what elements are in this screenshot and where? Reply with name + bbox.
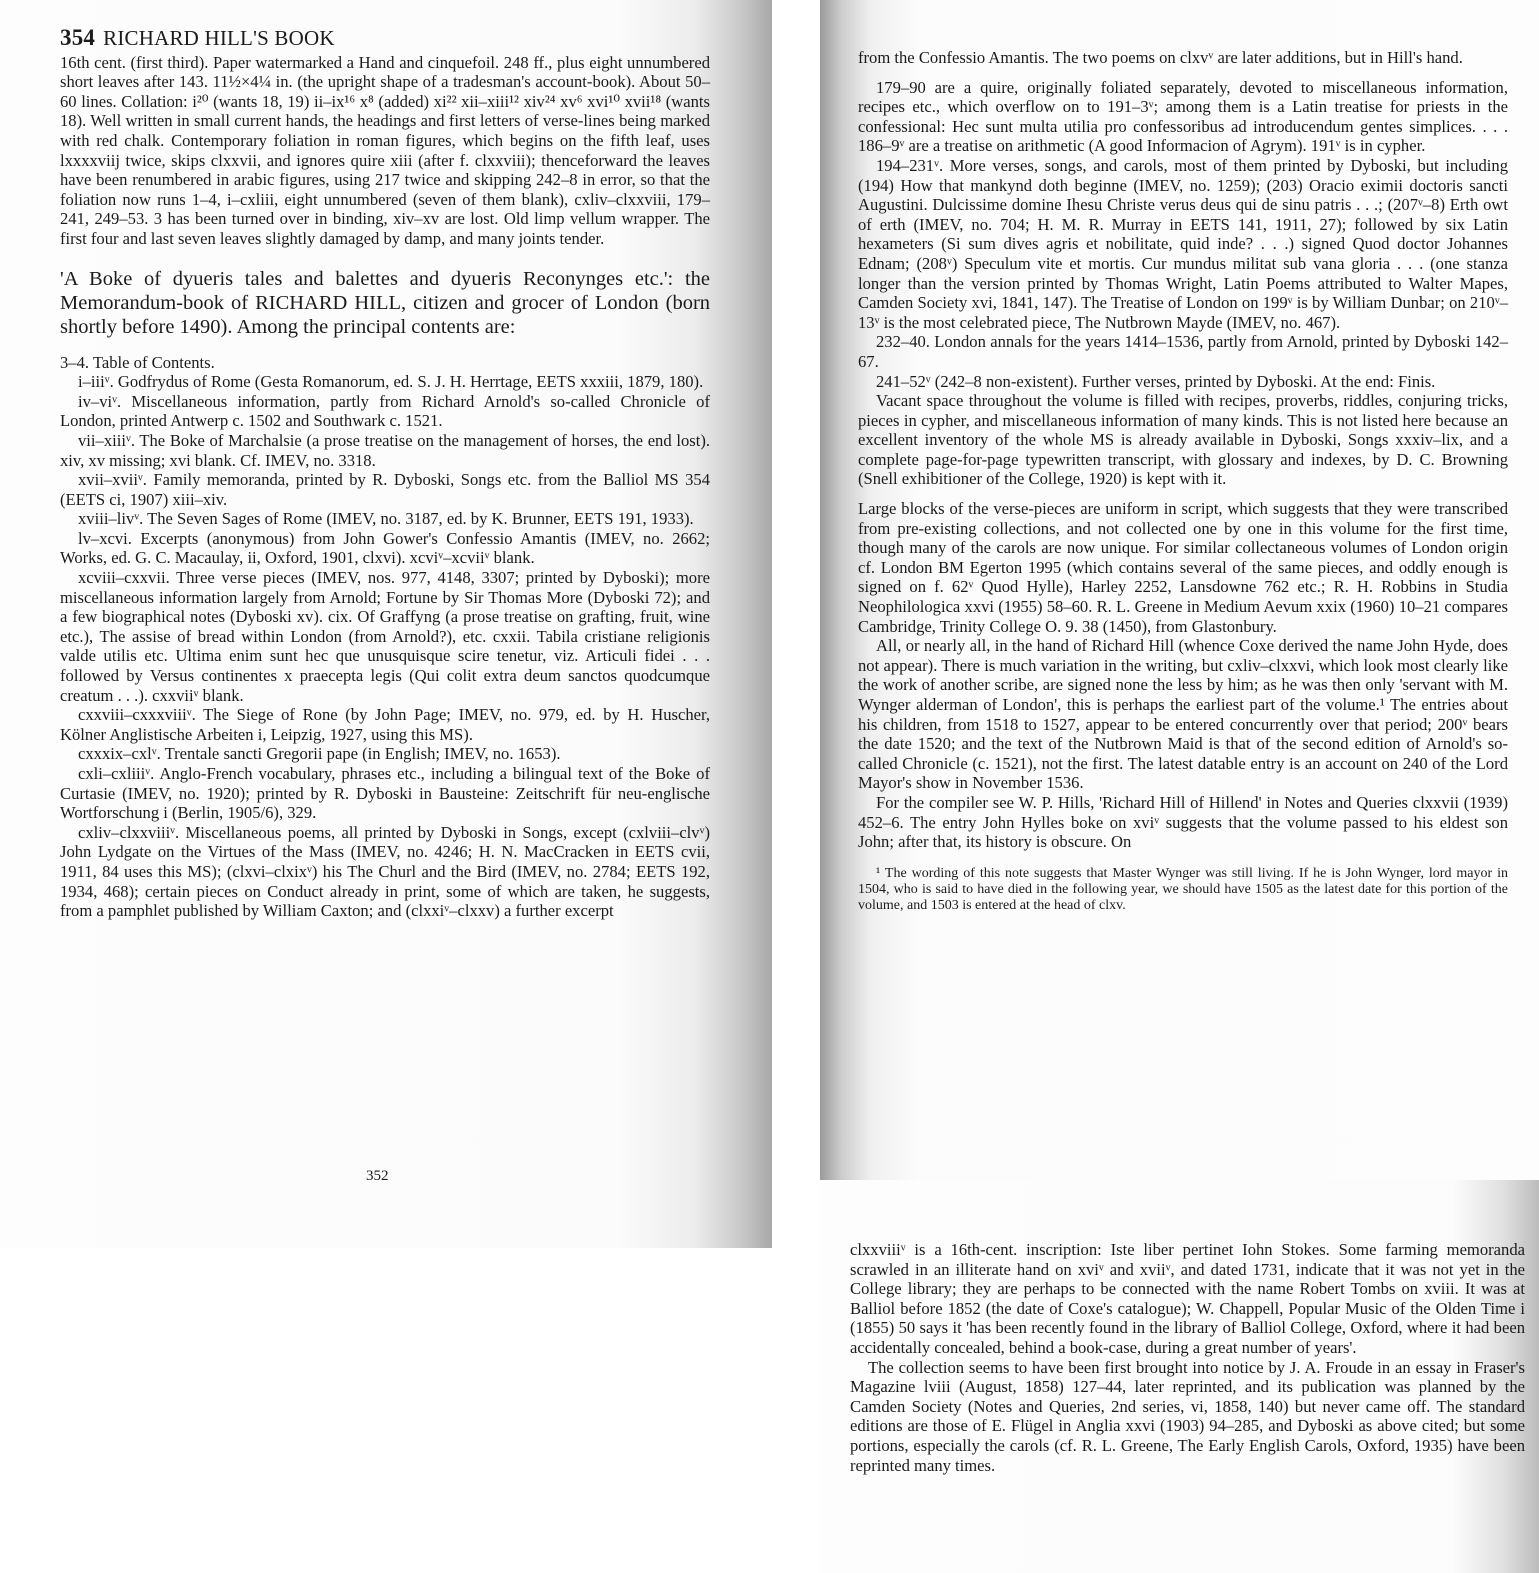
folio-number: 352 [366, 1168, 389, 1184]
contents-entry: xvii–xviiᵛ. Family memoranda, printed by R. Dyboski, Songs etc. from the Balliol MS 354 (EETS ci, 1907) xiii–xiv. [60, 470, 710, 509]
contents-entry: lv–xcvi. Excerpts (anonymous) from John Gower's Confessio Amantis (IMEV, no. 2662; Works, ed. G. C. Macaulay, ii, Oxford, 1901, clxvi). xcviᵛ–xcviiᵛ blank. [60, 528, 710, 568]
left-column [60, 25, 711, 921]
right-page [820, 0, 1539, 1180]
paragraph: 179–90 are a quire, originally foliated separately, devoted to miscellaneous information, recipes etc., which overflow on to 191–3ᵛ; among them is a Latin treatise for priests in the confessional: Hec sunt multa utilia pro confessoribus ad introducendum gentes simplices. . . . 186–9ᵛ are a treatise on arithmetic (A good Informacion of Agrym). 191ᵛ is in cypher. [858, 77, 1508, 156]
running-head [60, 25, 710, 50]
paragraph: For the compiler see W. P. Hills, 'Richard Hill of Hillend' in Notes and Queries clxxvii (1939) 452–6. The entry John Hylles boke on xviᵛ suggests that the volume passed to his eldest son John; after that, its history is obscure. On [858, 792, 1508, 852]
contents-entry: vii–xiiiᵛ. The Boke of Marchalsie (a prose treatise on the management of horses, the end lost). xiv, xv missing; xvi blank. Cf. IMEV, no. 3318. [60, 430, 710, 470]
footnote: ¹ The wording of this note suggests that Master Wynger was still living. If he is John Wynger, lord mayor in 1504, who is said to have died in the following year, we should have 1505 as the latest date for this portion of the volume, and 1503 is entered at the head of clxv. [858, 865, 1508, 913]
running-title: RICHARD HILL'S BOOK [103, 26, 335, 50]
paragraph: clxxviiiᵛ is a 16th-cent. inscription: Iste liber pertinet Iohn Stokes. Some farming memoranda scrawled in an illiterate hand on xviᵛ and xviiᵛ, and dated 1731, indicate that it was not yet in the College library; they are perhaps to be connected with the name Robert Tombs on xviii. It was at Balliol before 1852 (the date of Coxe's catalogue); W. Chappell, Popular Music of the Olden Time i (1855) 50 says it 'has been recently found in the library of Balliol College, Oxford, where it had been accidentally concealed, behind a book-case, during a great number of years'. [850, 1240, 1525, 1357]
left-page [0, 0, 772, 1248]
contents-entry: 3–4. Table of Contents. [60, 352, 215, 372]
contents-entry: xviii–livᵛ. The Seven Sages of Rome (IMEV, no. 3187, ed. by K. Brunner, EETS 191, 1933). [78, 509, 694, 529]
paragraph: All, or nearly all, in the hand of Richard Hill (whence Coxe derived the name John Hyde, does not appear). There is much variation in the writing, but cxliv–clxxvi, which look most clearly like the work of another scribe, are signed none the less by him; as he was then only 'servant with M. Wynger alderman of London', this is perhaps the earliest part of the volume.¹ The entries about his children, from 1518 to 1527, appear to be entered concurrently over that period; 200ᵛ bears the date 1520; and the text of the Nutbrown Maid is that of the second edition of Arnold's so-called Chronicle (c. 1521), not the first. The latest datable entry is an account on 240 of the Lord Mayor's show in November 1536. [858, 636, 1508, 793]
contents-entry: cxxxix–cxlᵛ. Trentale sancti Gregorii pape (in English; IMEV, no. 1653). [78, 744, 561, 764]
paragraph: 232–40. London annals for the years 1414–1536, partly from Arnold, printed by Dyboski 142–67. [858, 332, 1508, 371]
contents-entry: cxliv–clxxviiiᵛ. Miscellaneous poems, all printed by Dyboski in Songs, except (cxlviii–clvᵛ) John Lydgate on the Virtues of the Mass (IMEV, no. 4246; H. N. MacCracken in EETS cvii, 1911, 84 uses this MS); (clxvi–clxixᵛ) his The Churl and the Bird (IMEV, no. 2784; EETS 192, 1934, 468); certain pieces on Conduct already in print, some of which are taken, he suggests, from a pamphlet published by William Caxton; and (clxxiᵛ–clxxv) a further excerpt [60, 822, 710, 921]
contents-entry: xcviii–cxxvii. Three verse pieces (IMEV, nos. 977, 4148, 3307; printed by Dyboski); more miscellaneous information largely from Arnold; Fortune by Sir Thomas More (Dyboski 72); and a few biographical notes (Dyboski xv). cix. Of Graffyng (a prose treatise on grafting, fruit, wine etc.), The assise of bread within London (from Arnold?), etc. cxxii. Tabila cristiane religionis valde utilis etc. Ultima enim sunt hec que unusquisque scire tenetur, viz. Articuli fidei . . . followed by Versus continentes x praecepta legis (Qui colit extra deum sanctos quodcumque creatum . . .). cxxviiᵛ blank. [60, 568, 710, 705]
paragraph: Vacant space throughout the volume is filled with recipes, proverbs, riddles, conjuring tricks, pieces in cypher, and miscellaneous information of many kinds. This is not listed here because an excellent inventory of the whole MS is already available in Dyboski, Songs xxxiv–lix, and a complete page-for-page typewritten transcript, with glossary and indexes, by D. C. Browning (Snell exhibitioner of the College, 1920) is kept with it. [858, 391, 1508, 489]
contents-entry: cxxviii–cxxxviiiᵛ. The Siege of Rone (by John Page; IMEV, no. 979, ed. by H. Huscher, Kölner Anglistische Arbeiten i, Leipzig, 1927, using this MS). [60, 705, 710, 744]
bottom-column [850, 1240, 1525, 1475]
bottom-page [820, 1180, 1539, 1573]
paragraph: 241–52ᵛ (242–8 non-existent). Further verses, printed by Dyboski. At the end: Finis. [876, 371, 1436, 391]
contents-heading: 'A Boke of dyueris tales and balettes and dyueris Reconynges etc.': the Memorandum-book of RICHARD HILL, citizen and grocer of London (born shortly before 1490). Among the principal contents are: [60, 267, 711, 338]
page-number: 354 [60, 25, 96, 50]
paragraph: from the Confessio Amantis. The two poems on clxvᵛ are later additions, but in Hill's hand. [858, 48, 1463, 67]
contents-entry: i–iiiᵛ. Godfrydus of Rome (Gesta Romanorum, ed. S. J. H. Herrtage, EETS xxxiii, 1879, 180). [78, 372, 704, 392]
contents-entry: iv–viᵛ. Miscellaneous information, partly from Richard Arnold's so-called Chronicle of London, printed Antwerp c. 1502 and Southwark c. 1521. [60, 391, 710, 431]
paragraph: The collection seems to have been first brought into notice by J. A. Froude in an essay in Fraser's Magazine lviii (August, 1858) 127–44, later reprinted, and its publication was planned by the Camden Society (Notes and Queries, 2nd series, vi, 1858, 140) but never came off. The standard editions are those of E. Flügel in Anglia xxvi (1903) 94–285, and Dyboski as above cited; but some portions, especially the carols (cf. R. L. Greene, The Early English Carols, Oxford, 1935) have been reprinted many times. [850, 1357, 1525, 1475]
right-column [858, 48, 1508, 914]
contents-entry: cxli–cxliiiᵛ. Anglo-French vocabulary, phrases etc., including a bilingual text of the Boke of Curtasie (IMEV, no. 1920); printed by R. Dyboski in Bausteine: Zeitschrift für neu-englische Wortforschung i (Berlin, 1905/6), 329. [60, 764, 710, 823]
paragraph: 194–231ᵛ. More verses, songs, and carols, most of them printed by Dyboski, but including (194) How that mankynd doth beginne (IMEV, no. 1259); (203) Oracio eximii doctoris sancti Augustini. Dulcissime domine Ihesu Christe verus deus qui de sinu patris . . .; (207ᵛ–8) Erth owt of erth (IMEV, no. 704; H. M. R. Murray in EETS 141, 1911, 27); followed by six Latin hexameters (Si sum dives agris et nobilitate, quid inde? . . .) signed Quod doctor Johannes Ednam; (208ᵛ) Speculum vite et mortis. Cur mundus militat sub vana gloria . . . (one stanza longer than the version printed by Thomas Wright, Latin Poems attributed to Walter Mapes, Camden Society xvi, 1841, 147). The Treatise of London on 199ᵛ is by William Dunbar; on 210ᵛ–13ᵛ is the most celebrated piece, The Nutbrown Mayde (IMEV, no. 467). [858, 155, 1508, 332]
ms-description: 16th cent. (first third). Paper watermarked a Hand and cinquefoil. 248 ff., plus eight unnumbered short leaves after 143. 11½×4¼ in. (the upright shape of a tradesman's account-book). About 50–60 lines. Collation: i²⁰ (wants 18, 19) ii–ix¹⁶ x⁸ (added) xi²² xii–xiii¹² xiv²⁴ xv⁶ xvi¹⁰ xvii¹⁸ (wants 18). Well written in small current hands, the headings and first letters of verse-lines being marked with red chalk. Contemporary foliation in roman figures, which begins on the fifth leaf, uses lxxxxviij twice, skips clxxvii, and ignores quire xiii (after f. clxxviii); thenceforward the leaves have been renumbered in arabic figures, using 217 twice and skipping 242–8 in error, so that the foliation now runs 1–4, i–cxliii, eight unnumbered (seven of them blank), cxliv–clxxviii, 179–241, 249–53. 3 has been turned over in binding, xiv–xv are lost. Old limp vellum wrapper. The first four and last seven leaves slightly damaged by damp, and many joints tender. [60, 52, 710, 248]
paragraph: Large blocks of the verse-pieces are uniform in script, which suggests that they were transcribed from pre-existing collections, and not collected one by one in this volume for the first time, though many of the carols are now unique. For similar collectaneous volumes of London origin cf. London BM Egerton 1995 (which contains several of the same pieces, and oddly enough is signed on f. 62ᵛ Quod Hylle), Harley 2252, Lansdowne 762 etc.; R. H. Robbins in Studia Neophilologica xxvi (1955) 58–60. R. L. Greene in Medium Aevum xxix (1960) 10–21 compares Cambridge, Trinity College O. 9. 38 (1450), from Glastonbury. [858, 499, 1508, 636]
